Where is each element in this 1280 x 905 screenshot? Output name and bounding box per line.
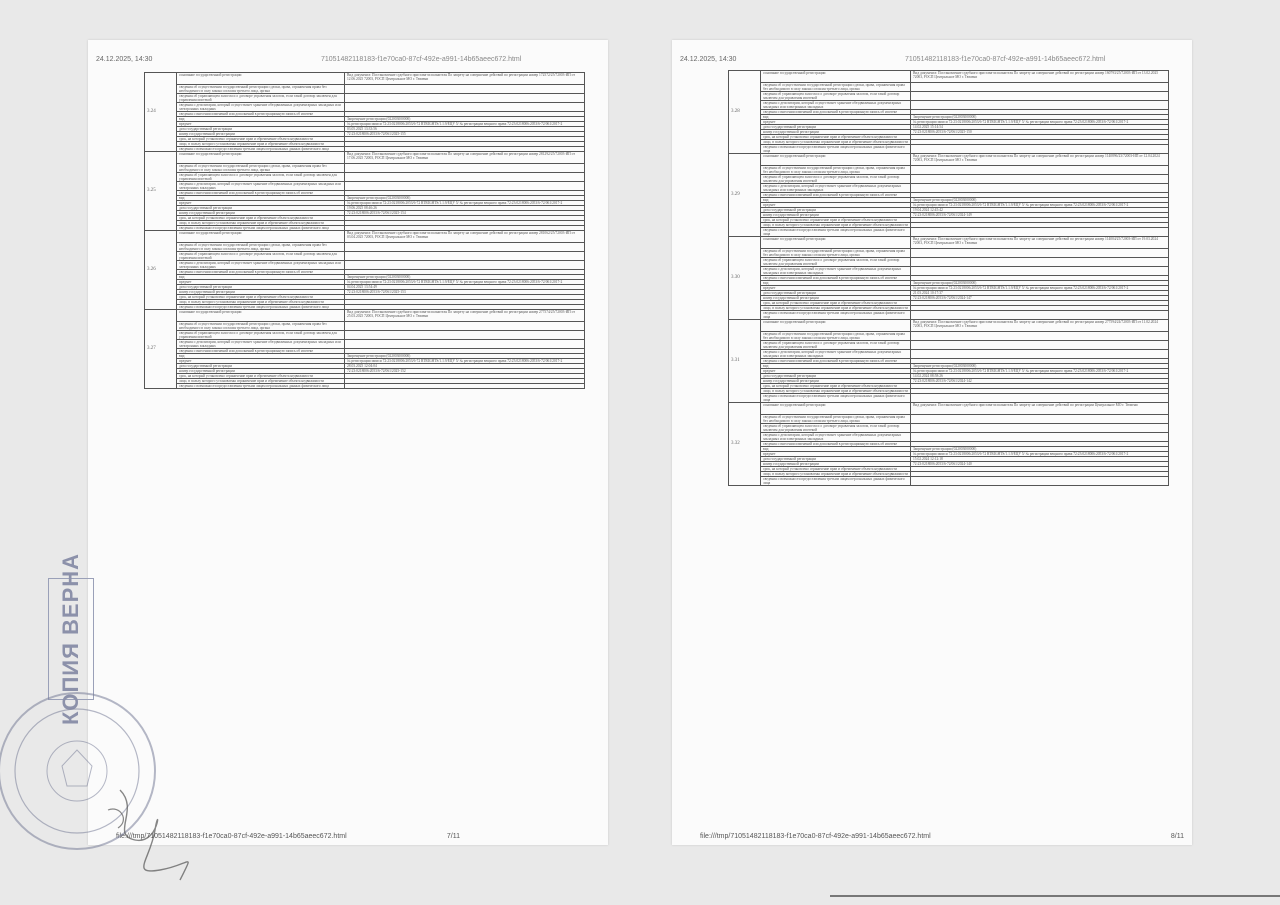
row-label: сведения о возможности предоставления третьим лицам персональных данных физического лица	[177, 226, 345, 231]
row-label: сведения о депозитарии, который осуществляет хранение обездвиженных документарных закладных или электронных закладных	[177, 103, 345, 112]
row-value: 14.02.2024 08:58:26	[911, 374, 1169, 379]
row-label: номер государственной регистрации	[177, 290, 345, 295]
row-label: сведения о внесении изменений или дополнений в регистрационную запись об ипотеке	[761, 442, 911, 447]
row-label: номер государственной регистрации	[761, 213, 911, 218]
row-label: сведения о депозитарии, который осуществляет хранение обездвиженных документарных закладных или электронных закладных	[761, 433, 911, 442]
row-value	[911, 424, 1169, 433]
row-label: срок, на который установлено ограничение прав и обременение объекта недвижимости	[177, 216, 345, 221]
row-value	[911, 332, 1169, 341]
row-value	[911, 350, 1169, 359]
row-label: сведения об осуществлении государственной регистрации сделки, права, ограничения права без необходимого в силу закона согласия третьего лица, органа	[761, 415, 911, 424]
row-label: номер государственной регистрации	[177, 211, 345, 216]
row-value	[345, 384, 585, 389]
row-label: дата государственной регистрации	[177, 364, 345, 369]
row-value	[345, 152, 585, 164]
table-row	[145, 243, 585, 252]
row-value	[911, 184, 1169, 193]
row-label: вид	[761, 198, 911, 203]
row-label: сведения об управляющем залогом и о договоре управления залогом, если такой договор заключен для управления ипотекой	[761, 92, 911, 101]
row-label: основание государственной регистрации	[177, 310, 345, 322]
row-value	[911, 341, 1169, 350]
row-value	[345, 164, 585, 173]
row-label: сведения о внесении изменений или дополнений в регистрационную запись об ипотеке	[761, 359, 911, 364]
table-row	[729, 166, 1169, 175]
row-label: сведения об управляющем залогом и о договоре управления залогом, если такой договор заключен для управления ипотекой	[761, 258, 911, 267]
row-value	[345, 261, 585, 270]
row-label: сведения об осуществлении государственной регистрации сделки, права, ограничения права без необходимого в силу закона согласия третьего лица, органа	[177, 322, 345, 331]
row-value	[911, 237, 1169, 249]
row-value	[345, 73, 585, 85]
entry-number: 3.27	[145, 310, 177, 389]
row-value	[345, 340, 585, 349]
row-label: срок, на который установлено ограничение прав и обременение объекта недвижимости	[761, 301, 911, 306]
header-title: 71051482118183-f1e70ca0-87cf-492e-a991-14b65aeec672.html	[321, 56, 522, 63]
copy-stamp-text: КОПИЯ ВЕРНА	[58, 552, 83, 726]
row-value	[911, 258, 1169, 267]
row-value: № регистрации записи 72:23:0218006:2053/6-72 RTRIGHTS/1.1.9/ЕЦУ 5/ № регистрации вещного права 72:23:0218006:2053/6-72/061/2017-2	[345, 280, 585, 285]
footer-page-number: 8/11	[1170, 833, 1184, 840]
row-label: сведения о депозитарии, который осуществляет хранение обездвиженных документарных закладных или электронных закладных	[177, 261, 345, 270]
document-number: номер 281062/25/72003-ИП от 03.04.2025 72003, РОСП	[347, 231, 575, 239]
row-label: сведения о депозитарии, который осуществляет хранение обездвиженных документарных закладных или электронных закладных	[761, 350, 911, 359]
row-label: сведения об управляющем залогом и о договоре управления залогом, если такой договор заключен для управления ипотекой	[761, 424, 911, 433]
row-value: № регистрации записи 72:23:0218006:2053/6-72 RTRIGHTS/1.1.9/ЕЦУ 5/ № регистрации вещного права 72:23:0218006:2053/6-72/061/2017-2	[345, 359, 585, 364]
row-label: срок, на который установлено ограничение прав и обременение объекта недвижимости	[177, 137, 345, 142]
footer-page-number: 7/11	[446, 833, 460, 840]
document-number: номер 160793/25/72003-ИП от 13.02.2025 72003, РОСП	[913, 71, 1159, 79]
row-value: 28.03.2025 12:04:04	[345, 364, 585, 369]
row-label: лицо, в пользу которого установлены ограничение прав и обременение объекта недвижимости	[761, 472, 911, 477]
header-date: 24.12.2025, 14:30	[680, 56, 737, 63]
table-row	[729, 311, 1169, 320]
row-label: номер государственной регистрации	[761, 462, 911, 467]
row-value	[911, 154, 1169, 166]
entry-number: 3.24	[145, 73, 177, 152]
row-value: Запрещение регистрации (022003000000)	[911, 281, 1169, 286]
row-label: сведения о возможности предоставления третьим лицам персональных данных физического лица	[761, 228, 911, 237]
row-label: срок, на который установлено ограничение прав и обременение объекта недвижимости	[761, 384, 911, 389]
row-label: сведения об осуществлении государственной регистрации сделки, права, ограничения права без необходимого в силу закона согласия третьего лица, органа	[761, 83, 911, 92]
table-row	[729, 258, 1169, 267]
document-suffix: Центральное МО г. Тюмени	[934, 75, 978, 79]
table-row	[729, 237, 1169, 249]
row-value: 72:23:0218006:2053/6-72/061/2024-147	[911, 296, 1169, 301]
document-suffix: Центральное МО г. Тюмени	[934, 324, 978, 328]
row-label: сведения о внесении изменений или дополнений в регистрационную запись об ипотеке	[177, 191, 345, 196]
document-page-left	[88, 40, 608, 845]
row-label: сведения о депозитарии, который осуществляет хранение обездвиженных документарных закладных или электронных закладных	[761, 101, 911, 110]
row-label: сведения о внесении изменений или дополнений в регистрационную запись об ипотеке	[177, 349, 345, 354]
table-row	[729, 71, 1169, 83]
table-row	[729, 175, 1169, 184]
row-value	[345, 94, 585, 103]
row-label: основание государственной регистрации	[177, 73, 345, 85]
row-label: вид	[177, 354, 345, 359]
handwritten-signature	[100, 780, 220, 890]
row-label: сведения о возможности предоставления третьим лицам персональных данных физического лица	[177, 384, 345, 389]
row-label: основание государственной регистрации	[177, 152, 345, 164]
row-label: сведения об осуществлении государственной регистрации сделки, права, ограничения права без необходимого в силу закона согласия третьего лица, органа	[761, 166, 911, 175]
table-row	[729, 145, 1169, 154]
document-prefix: Вид документа: Постановление судебного пристава-исполнителя По запрету на совершение действий по регистрации	[913, 403, 1094, 407]
row-label: номер государственной регистрации	[761, 296, 911, 301]
row-label: вид	[761, 115, 911, 120]
row-label: номер государственной регистрации	[761, 130, 911, 135]
row-label: предмет	[761, 452, 911, 457]
row-label: дата государственной регистрации	[177, 206, 345, 211]
row-value	[911, 477, 1169, 486]
row-label: дата государственной регистрации	[761, 374, 911, 379]
row-label: сведения об управляющем залогом и о договоре управления залогом, если такой договор заключен для управления ипотекой	[761, 341, 911, 350]
row-label: вид	[177, 196, 345, 201]
entry-number: 3.29	[729, 154, 761, 237]
document-prefix: Вид документа: Постановление судебного пристава-исполнителя По запрету на совершение действий по регистрации	[347, 73, 528, 77]
table-row	[729, 184, 1169, 193]
row-value: 72:23:0218006:2053/6-72/061/2024-149	[911, 213, 1169, 218]
row-label: сведения об осуществлении государственной регистрации сделки, права, ограничения права без необходимого в силу закона согласия третьего лица, органа	[177, 85, 345, 94]
row-label: предмет	[761, 203, 911, 208]
row-value	[345, 252, 585, 261]
document-suffix: Центральное МО г. Тюмени	[385, 156, 429, 160]
document-number: номер 281292/25/72003-ИП от 17.06.2025 72003, РОСП	[347, 152, 575, 160]
table-row	[729, 394, 1169, 403]
row-label: дата государственной регистрации	[761, 125, 911, 130]
row-value: Запрещение регистрации (022003000000)	[911, 364, 1169, 369]
table-row	[145, 182, 585, 191]
entry-number: 3.31	[729, 320, 761, 403]
row-value: 14.02.2025 15:14:54	[911, 125, 1169, 130]
row-label: номер государственной регистрации	[177, 369, 345, 374]
row-value: 72:23:0218006:2053/6-72/061/2024-142	[911, 379, 1169, 384]
row-value	[345, 243, 585, 252]
row-value: Запрещение регистрации (022003000000)	[345, 354, 585, 359]
row-label: лицо, в пользу которого установлены ограничение прав и обременение объекта недвижимости	[177, 221, 345, 226]
row-value: Запрещение регистрации (022003000000)	[345, 275, 585, 280]
row-value: № регистрации записи 72:23:0218006:2053/6-72 RTRIGHTS/1.1.9/ЕЦУ 5/ № регистрации вещного права 72:23:0218006:2053/6-72/061/2017-2	[345, 122, 585, 127]
row-label: сведения об осуществлении государственной регистрации сделки, права, ограничения права без необходимого в силу закона согласия третьего лица, органа	[177, 164, 345, 173]
document-prefix: Вид документа: Постановление судебного пристава-исполнителя По запрету на совершение действий по регистрации	[913, 154, 1094, 158]
row-label: срок, на который установлено ограничение прав и обременение объекта недвижимости	[761, 218, 911, 223]
row-label: лицо, в пользу которого установлены ограничение прав и обременение объекта недвижимости	[177, 142, 345, 147]
table-row	[729, 341, 1169, 350]
row-label: сведения о возможности предоставления третьим лицам персональных данных физического лица	[761, 477, 911, 486]
table-row	[145, 322, 585, 331]
row-value	[911, 92, 1169, 101]
row-label: вид	[177, 117, 345, 122]
table-row	[729, 228, 1169, 237]
row-label: сведения о внесении изменений или дополнений в регистрационную запись об ипотеке	[177, 270, 345, 275]
row-label: срок, на который установлено ограничение прав и обременение объекта недвижимости	[761, 135, 911, 140]
row-value: Запрещение регистрации (022003000000)	[345, 196, 585, 201]
row-value: № регистрации записи 72:23:0218006:2053/6-72 RTRIGHTS/1.1.9/ЕЦУ 5/ № регистрации вещного права 72:23:0218006:2053/6-72/061/2017-2	[911, 452, 1169, 457]
row-label: основание государственной регистрации	[761, 154, 911, 166]
row-value: 19.04.2024 12:45:42	[911, 208, 1169, 213]
row-value: Запрещение регистрации (022003000000)	[911, 115, 1169, 120]
table-row	[729, 249, 1169, 258]
row-value	[345, 310, 585, 322]
table-row	[729, 403, 1169, 415]
row-value: 04.04.2025 13:54:49	[345, 285, 585, 290]
row-value: 15.02.2024 12:12:18	[911, 457, 1169, 462]
row-label: сведения об осуществлении государственной регистрации сделки, права, ограничения права без необходимого в силу закона согласия третьего лица, органа	[177, 243, 345, 252]
document-number: номер 172572/25/72003-ИП от 12.06.2025 72003, РОСП	[347, 73, 575, 81]
row-label: вид	[761, 281, 911, 286]
row-label: сведения о возможности предоставления третьим лицам персональных данных физического лица	[761, 311, 911, 320]
row-value: № регистрации записи 72:23:0218006:2053/6-72 RTRIGHTS/1.1.9/ЕЦУ 5/ № регистрации вещного права 72:23:0218006:2053/6-72/061/2017-2	[911, 120, 1169, 125]
row-label: вид	[761, 447, 911, 452]
row-value	[911, 71, 1169, 83]
row-label: сведения об осуществлении государственной регистрации сделки, права, ограничения права без необходимого в силу закона согласия третьего лица, органа	[761, 332, 911, 341]
row-value: 72:23:0218006:2053/6-72/061/2025-152	[345, 369, 585, 374]
row-label: дата государственной регистрации	[761, 208, 911, 213]
document-prefix: Вид документа: Постановление судебного пристава-исполнителя По запрету на совершение действий по регистрации	[347, 310, 528, 314]
row-label: сведения об управляющем залогом и о договоре управления залогом, если такой договор заключен для управления ипотекой	[177, 331, 345, 340]
encumbrance-table	[728, 70, 1169, 486]
row-value	[345, 322, 585, 331]
document-suffix: Центральное МО г. Тюмени	[385, 235, 429, 239]
row-value: № регистрации записи 72:23:0218006:2053/6-72 RTRIGHTS/1.1.9/ЕЦУ 5/ № регистрации вещного права 72:23:0218006:2053/6-72/061/2017-2	[345, 201, 585, 206]
row-value: № регистрации записи 72:23:0218006:2053/6-72 RTRIGHTS/1.1.9/ЕЦУ 5/ № регистрации вещного права 72:23:0218006:2053/6-72/061/2017-2	[911, 369, 1169, 374]
row-label: основание государственной регистрации	[761, 71, 911, 83]
row-label: предмет	[761, 286, 911, 291]
row-value: 72:23:0218006:2053/6-72/061/2025-155	[345, 132, 585, 137]
row-label: дата государственной регистрации	[177, 285, 345, 290]
row-label: основание государственной регистрации	[761, 237, 911, 249]
document-suffix: Центральное МО г. Тюмени	[934, 241, 978, 245]
table-row	[145, 103, 585, 112]
row-value	[345, 173, 585, 182]
table-row	[729, 350, 1169, 359]
table-row	[729, 83, 1169, 92]
table-row	[729, 92, 1169, 101]
row-label: лицо, в пользу которого установлены ограничение прав и обременение объекта недвижимости	[177, 300, 345, 305]
header-date: 24.12.2025, 14:30	[96, 56, 153, 63]
row-label: сведения о возможности предоставления третьим лицам персональных данных физического лица	[761, 145, 911, 154]
table-row	[145, 94, 585, 103]
document-page-right	[672, 40, 1192, 845]
scan-edge-line	[830, 895, 1280, 897]
table-row	[145, 331, 585, 340]
table-row	[729, 433, 1169, 442]
row-label: сведения об осуществлении государственной регистрации сделки, права, ограничения права без необходимого в силу закона согласия третьего лица, органа	[761, 249, 911, 258]
row-value	[911, 175, 1169, 184]
row-label: предмет	[761, 120, 911, 125]
row-label: срок, на который установлено ограничение прав и обременение объекта недвижимости	[177, 374, 345, 379]
row-value: 72:23:0218006:2053/6-72/061/2025-150	[911, 130, 1169, 135]
table-row	[729, 424, 1169, 433]
row-label: вид	[177, 275, 345, 280]
row-label: предмет	[761, 369, 911, 374]
row-label: сведения об управляющем залогом и о договоре управления залогом, если такой договор заключен для управления ипотекой	[761, 175, 911, 184]
row-label: сведения о возможности предоставления третьим лицам персональных данных физического лица	[177, 305, 345, 310]
row-value: 21.03.2024 10:17:37	[911, 291, 1169, 296]
entry-number: 3.25	[145, 152, 177, 231]
row-value	[911, 166, 1169, 175]
row-value: 03.05.2025 13:33:56	[345, 127, 585, 132]
row-label: сведения о внесении изменений или дополнений в регистрационную запись об ипотеке	[761, 276, 911, 281]
row-value	[345, 85, 585, 94]
document-prefix: Вид документа: Постановление судебного пристава-исполнителя По запрету на совершение действий по регистрации	[347, 152, 528, 156]
table-row	[729, 267, 1169, 276]
row-label: номер государственной регистрации	[177, 132, 345, 137]
document-number: номер 114004/25/72003-ИП от 19.03.2024 72003, РОСП	[913, 237, 1158, 245]
row-value	[345, 331, 585, 340]
table-row	[145, 310, 585, 322]
row-value	[911, 228, 1169, 237]
row-value: Запрещение регистрации (022003000000)	[345, 117, 585, 122]
row-label: сведения о возможности предоставления третьим лицам персональных данных физического лица	[761, 394, 911, 403]
row-label: основание государственной регистрации	[177, 231, 345, 243]
row-value	[911, 249, 1169, 258]
row-label: вид	[761, 364, 911, 369]
row-value	[345, 231, 585, 243]
table-row	[145, 73, 585, 85]
row-label: основание государственной регистрации	[761, 320, 911, 332]
row-label: сведения об управляющем залогом и о договоре управления залогом, если такой договор заключен для управления ипотекой	[177, 252, 345, 261]
row-value	[911, 267, 1169, 276]
document-prefix: Вид документа: Постановление судебного пристава-исполнителя По запрету на совершение действий по регистрации	[913, 320, 1094, 324]
row-label: номер государственной регистрации	[761, 379, 911, 384]
table-row	[145, 340, 585, 349]
document-suffix: Центральное МО г. Тюмени	[934, 158, 978, 162]
entry-number: 3.32	[729, 403, 761, 486]
row-label: сведения о депозитарии, который осуществляет хранение обездвиженных документарных закладных или электронных закладных	[177, 340, 345, 349]
row-value: 72:23:0218006:2053/6-72/061/2025-153	[345, 290, 585, 295]
document-prefix: Вид документа: Постановление судебного пристава-исполнителя По запрету на совершение действий по регистрации	[913, 237, 1094, 241]
row-label: лицо, в пользу которого установлены ограничение прав и обременение объекта недвижимости	[761, 389, 911, 394]
table-row	[145, 231, 585, 243]
row-value	[911, 311, 1169, 320]
row-label: сведения о возможности предоставления третьим лицам персональных данных физического лица	[177, 147, 345, 152]
row-value: № регистрации записи 72:23:0218006:2053/6-72 RTRIGHTS/1.1.9/ЕЦУ 5/ № регистрации вещного права 72:23:0218006:2053/6-72/061/2017-2	[911, 203, 1169, 208]
table-row	[145, 85, 585, 94]
row-label: сведения о депозитарии, который осуществляет хранение обездвиженных документарных закладных или электронных закладных	[761, 267, 911, 276]
row-value: № регистрации записи 72:23:0218006:2053/6-72 RTRIGHTS/1.1.9/ЕЦУ 5/ № регистрации вещного права 72:23:0218006:2053/6-72/061/2017-2	[911, 286, 1169, 291]
row-label: предмет	[177, 201, 345, 206]
row-label: сведения о внесении изменений или дополнений в регистрационную запись об ипотеке	[761, 193, 911, 198]
row-value	[345, 103, 585, 112]
table-row	[145, 252, 585, 261]
document-suffix: Центральное МО г. Тюмени	[1094, 403, 1138, 407]
row-label: дата государственной регистрации	[761, 291, 911, 296]
row-label: лицо, в пользу которого установлены ограничение прав и обременение объекта недвижимости	[761, 140, 911, 145]
document-prefix: Вид документа: Постановление судебного пристава-исполнителя По запрету на совершение действий по регистрации	[347, 231, 528, 235]
row-label: основание государственной регистрации	[761, 403, 911, 415]
encumbrance-table	[144, 72, 585, 389]
row-value: 72:23:0218006:2053/6-72/061/2025-154	[345, 211, 585, 216]
row-value	[911, 145, 1169, 154]
row-label: сведения о внесении изменений или дополнений в регистрационную запись об ипотеке	[761, 110, 911, 115]
row-label: лицо, в пользу которого установлены ограничение прав и обременение объекта недвижимости	[761, 223, 911, 228]
table-row	[729, 415, 1169, 424]
entry-number: 3.26	[145, 231, 177, 310]
row-label: дата государственной регистрации	[761, 457, 911, 462]
table-row	[145, 164, 585, 173]
row-label: сведения об управляющем залогом и о договоре управления залогом, если такой договор заключен для управления ипотекой	[177, 94, 345, 103]
footer-url: file:///tmp/71051482118183-f1e70ca0-87cf-492e-a991-14b65aeec672.html	[700, 833, 931, 840]
row-value	[345, 182, 585, 191]
row-label: лицо, в пользу которого установлены ограничение прав и обременение объекта недвижимости	[177, 379, 345, 384]
table-row	[145, 384, 585, 389]
entry-number: 3.28	[729, 71, 761, 154]
row-label: срок, на который установлено ограничение прав и обременение объекта недвижимости	[177, 295, 345, 300]
row-label: предмет	[177, 359, 345, 364]
entry-number: 3.30	[729, 237, 761, 320]
copy-verified-stamp	[48, 552, 94, 726]
row-label: сведения об управляющем залогом и о договоре управления залогом, если такой договор заключен для управления ипотекой	[177, 173, 345, 182]
row-label: сведения о внесении изменений или дополнений в регистрационную запись об ипотеке	[177, 112, 345, 117]
row-label: срок, на который установлено ограничение прав и обременение объекта недвижимости	[761, 467, 911, 472]
row-value	[911, 320, 1169, 332]
table-row	[729, 154, 1169, 166]
document-number: номер 277574/25/72003-ИП от 25.03.2025 72003, РОСП	[347, 310, 575, 318]
row-value: 72:23:0218006:2053/6-72/061/2024-140	[911, 462, 1169, 467]
row-value	[911, 415, 1169, 424]
row-value	[911, 83, 1169, 92]
row-value	[911, 433, 1169, 442]
row-value: Запрещение регистрации (022003000000)	[911, 198, 1169, 203]
table-row	[145, 152, 585, 164]
table-row	[145, 261, 585, 270]
document-prefix: Вид документа: Постановление судебного пристава-исполнителя По запрету на совершение действий по регистрации	[913, 71, 1094, 75]
row-label: предмет	[177, 122, 345, 127]
footer-url: file:///tmp/71051482118183-f1e70ca0-87cf-492e-a991-14b65aeec672.html	[116, 833, 347, 840]
row-value	[911, 394, 1169, 403]
header-title: 71051482118183-f1e70ca0-87cf-492e-a991-14b65aeec672.html	[905, 56, 1106, 63]
row-value: Запрещение регистрации (022003000000)	[911, 447, 1169, 452]
row-label: предмет	[177, 280, 345, 285]
table-row	[729, 332, 1169, 341]
row-label: сведения о депозитарии, который осуществляет хранение обездвиженных документарных закладных или электронных закладных	[761, 184, 911, 193]
document-number: номер 277594/24/72003-ИП от 11.02.2024 72003, РОСП	[913, 320, 1158, 328]
table-row	[729, 101, 1169, 110]
row-value	[911, 403, 1169, 415]
row-label: лицо, в пользу которого установлены ограничение прав и обременение объекта недвижимости	[761, 306, 911, 311]
row-value	[911, 101, 1169, 110]
document-suffix: Центральное МО г. Тюмени	[385, 314, 429, 318]
document-suffix: Центральное МО г. Тюмени	[385, 77, 429, 81]
table-row	[145, 173, 585, 182]
row-label: дата государственной регистрации	[177, 127, 345, 132]
row-value: 19.06.2025 08:46:26	[345, 206, 585, 211]
document-number: номер 1140896/23/72003-ИП от 12.04.2024 72003, РОСП	[913, 154, 1160, 162]
table-row	[729, 320, 1169, 332]
table-row	[729, 477, 1169, 486]
row-label: сведения о депозитарии, который осуществляет хранение обездвиженных документарных закладных или электронных закладных	[177, 182, 345, 191]
